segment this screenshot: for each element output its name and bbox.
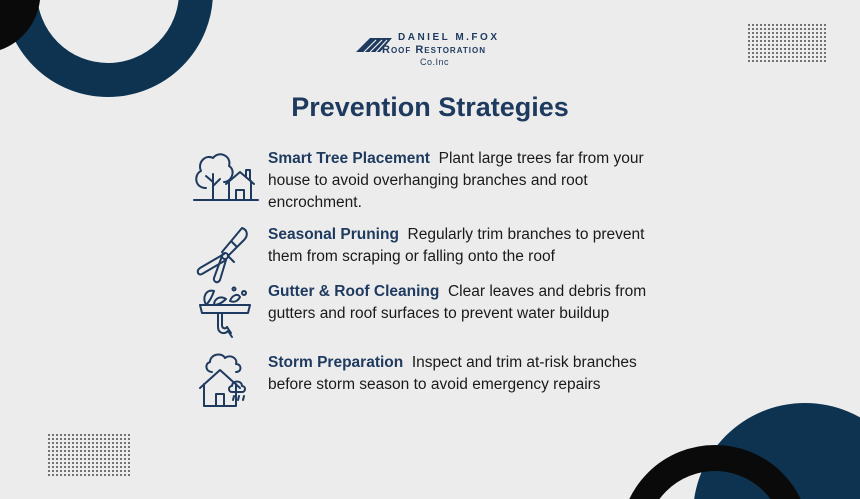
- gutter-leaves-icon: [192, 281, 260, 341]
- strategy-description: Plant large trees far from your house to avoid overhanging branches and root encrochment.: [268, 150, 644, 211]
- strategy-heading: Seasonal Pruning: [268, 226, 399, 243]
- tree-house-icon: [192, 148, 260, 208]
- strategy-description: Inspect and trim at-risk branches before storm season to avoid emergency repairs: [268, 354, 637, 393]
- strategy-heading: Smart Tree Placement: [268, 150, 430, 167]
- top-left-ring-decoration: [0, 0, 220, 100]
- logo-name: DANIEL M.FOX: [398, 32, 500, 43]
- page-title: Prevention Strategies: [291, 92, 569, 122]
- strategy-heading: Gutter & Roof Cleaning: [268, 283, 440, 300]
- bottom-right-ring-decoration: [630, 390, 860, 499]
- storm-house-icon: [192, 352, 260, 412]
- logo-company: Roof Restoration: [382, 44, 486, 56]
- logo-suffix: Co.Inc: [420, 57, 450, 67]
- top-right-dot-pattern: [748, 24, 828, 64]
- company-logo: [354, 28, 514, 72]
- strategy-heading: Storm Preparation: [268, 354, 404, 371]
- strategy-description: Clear leaves and debris from gutters and roof surfaces to prevent water buildup: [268, 283, 647, 322]
- strategy-description: Regularly trim branches to prevent them from scraping or falling onto the roof: [268, 226, 645, 265]
- bottom-left-dot-pattern: [48, 434, 132, 476]
- pruning-shears-icon: [192, 224, 260, 284]
